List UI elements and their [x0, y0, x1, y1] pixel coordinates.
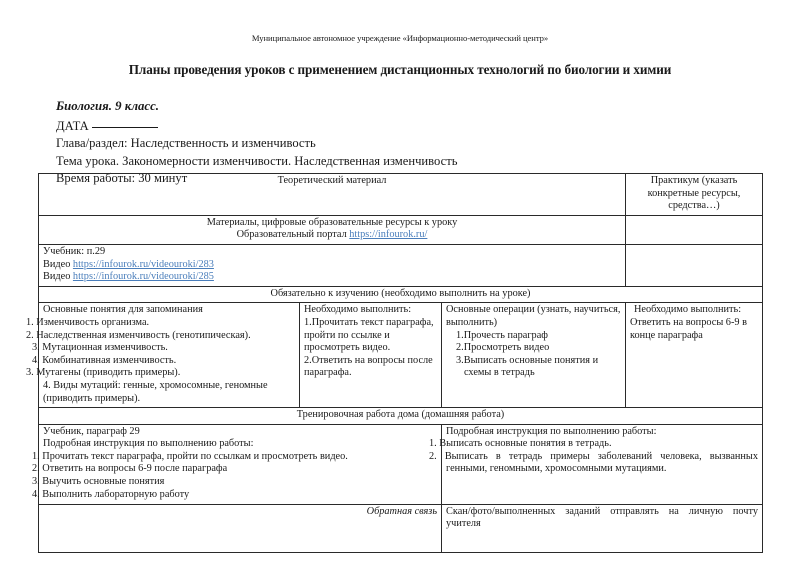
video-link-2[interactable]: https://infourok.ru/videouroki/285: [72, 271, 214, 283]
lesson-topic-line: Тема урока. Закономерности изменчивости. Наследственная изменчивость: [56, 153, 458, 168]
col-header-theory: Теоретический материал: [39, 174, 626, 216]
homework-right-cell: [429, 424, 763, 504]
required-cell: [626, 303, 763, 408]
list-item: 2. Выписать в тетрадь примеры заболеваний человека, вызванных генными, геномными, хромосомными мутациями.: [429, 450, 758, 475]
todo-list: [304, 317, 437, 380]
date-row: [56, 116, 800, 136]
page-title: Планы проведения уроков с применением дистанционных технологий по биологии и химии: [128, 62, 672, 77]
table-header-row: [39, 174, 763, 216]
video-label-2: Видео: [43, 271, 73, 283]
portal-label: Образовательный портал: [236, 229, 350, 241]
feedback-value: Скан/фото/выполненных заданий отправлять на личную почту учителя: [442, 504, 763, 552]
required-title: Необходимо выполнить:: [634, 304, 742, 316]
resources-row: [39, 244, 763, 286]
lesson-plan-table-wrapper: [26, 173, 762, 553]
chapter-line: Глава/раздел: Наследственность и изменчивость: [56, 136, 316, 151]
homework-right-line1: Подробная инструкция по выполнению работы:: [446, 425, 657, 437]
materials-banner-line2: [43, 229, 621, 242]
list-item: 4. Выполнить лабораторную работу: [32, 488, 190, 500]
textbook-line: Учебник: п.29: [43, 245, 106, 257]
mandatory-content-row: [39, 303, 763, 408]
lesson-plan-table: [26, 173, 763, 553]
list-item: 2.Просмотреть видео: [456, 342, 550, 354]
concepts-list: [26, 316, 295, 405]
resources-cell: [39, 244, 626, 286]
materials-banner-left: [39, 215, 626, 244]
list-item: 3. Мутагены (приводить примеры).: [26, 367, 181, 379]
feedback-row: [39, 504, 763, 552]
col-header-practicum: Практикум (указать конкретные ресурсы, средства…): [626, 174, 763, 216]
feedback-label: Обратная связь: [39, 504, 442, 552]
video-line-2: [43, 271, 621, 284]
portal-link[interactable]: https://infourok.ru/: [349, 229, 428, 241]
list-item: 3. Мутационная изменчивость.: [32, 342, 168, 354]
list-item: 4. Виды мутаций: генные, хромосомные, геномные (приводить примеры).: [43, 379, 268, 404]
materials-banner-right: [626, 215, 763, 244]
materials-banner-line1: Материалы, цифровые образовательные ресурсы к уроку: [206, 216, 458, 228]
list-item: 2. Наследственная изменчивость (генотипическая).: [26, 329, 251, 341]
resources-practicum-cell: [626, 244, 763, 286]
video-link-1[interactable]: https://infourok.ru/videouroki/283: [72, 258, 214, 270]
date-label: ДАТА: [56, 118, 89, 133]
materials-banner-row: [39, 215, 763, 244]
concepts-cell: [26, 303, 300, 408]
organization-line: Муниципальное автономное учреждение «Информационно-методический центр»: [251, 33, 549, 43]
list-item: 1. Изменчивость организма.: [26, 316, 150, 328]
list-item: 4. Комбинативная изменчивость.: [32, 354, 177, 366]
homework-right-list: [429, 438, 758, 476]
operations-title: Основные операции (узнать, научиться, выполнить): [446, 304, 621, 328]
list-item: 3.Выписать основные понятия и схемы в тетрадь: [456, 354, 599, 379]
homework-left-list: [32, 450, 437, 501]
list-item: 1.Прочитать текст параграфа, пройти по ссылке и просмотреть видео.: [304, 316, 434, 354]
subject-grade: Биология. 9 класс.: [56, 99, 159, 113]
list-item: 1. Прочитать текст параграфа, пройти по ссылкам и просмотреть видео.: [32, 450, 348, 462]
operations-cell: [442, 303, 626, 408]
homework-banner-row: [39, 408, 763, 425]
homework-left-line2: Подробная инструкция по выполнению работы:: [43, 438, 254, 450]
concepts-title: Основные понятия для запоминания: [43, 304, 203, 316]
mandatory-banner-row: [39, 286, 763, 303]
todo-title: Необходимо выполнить:: [304, 304, 412, 316]
homework-left-line1: Учебник, параграф 29: [43, 425, 140, 437]
list-item: 2. Ответить на вопросы 6-9 после параграфа: [32, 463, 228, 475]
operations-list: [446, 330, 621, 380]
lesson-meta-block: [0, 78, 800, 188]
duration-line: Время работы: 30 минут: [56, 171, 188, 186]
list-item: 1.Прочесть параграф: [456, 329, 548, 341]
list-item: 2.Ответить на вопросы после параграфа.: [304, 354, 433, 379]
list-item: 3. Выучить основные понятия: [32, 476, 165, 488]
video-line-1: [43, 259, 621, 272]
mandatory-banner: Обязательно к изучению (необходимо выполнить на уроке): [39, 286, 763, 303]
homework-banner: Тренировочная работа дома (домашняя работа): [39, 408, 763, 425]
homework-content-row: [39, 424, 763, 504]
todo-cell: [300, 303, 442, 408]
homework-left-cell: [32, 424, 442, 504]
required-text: Ответить на вопросы 6-9 в конце параграфа: [630, 316, 747, 341]
date-blank-rule[interactable]: [92, 116, 158, 128]
list-item: 1. Выписать основные понятия в тетрадь.: [429, 438, 612, 450]
video-label-1: Видео: [43, 258, 73, 270]
